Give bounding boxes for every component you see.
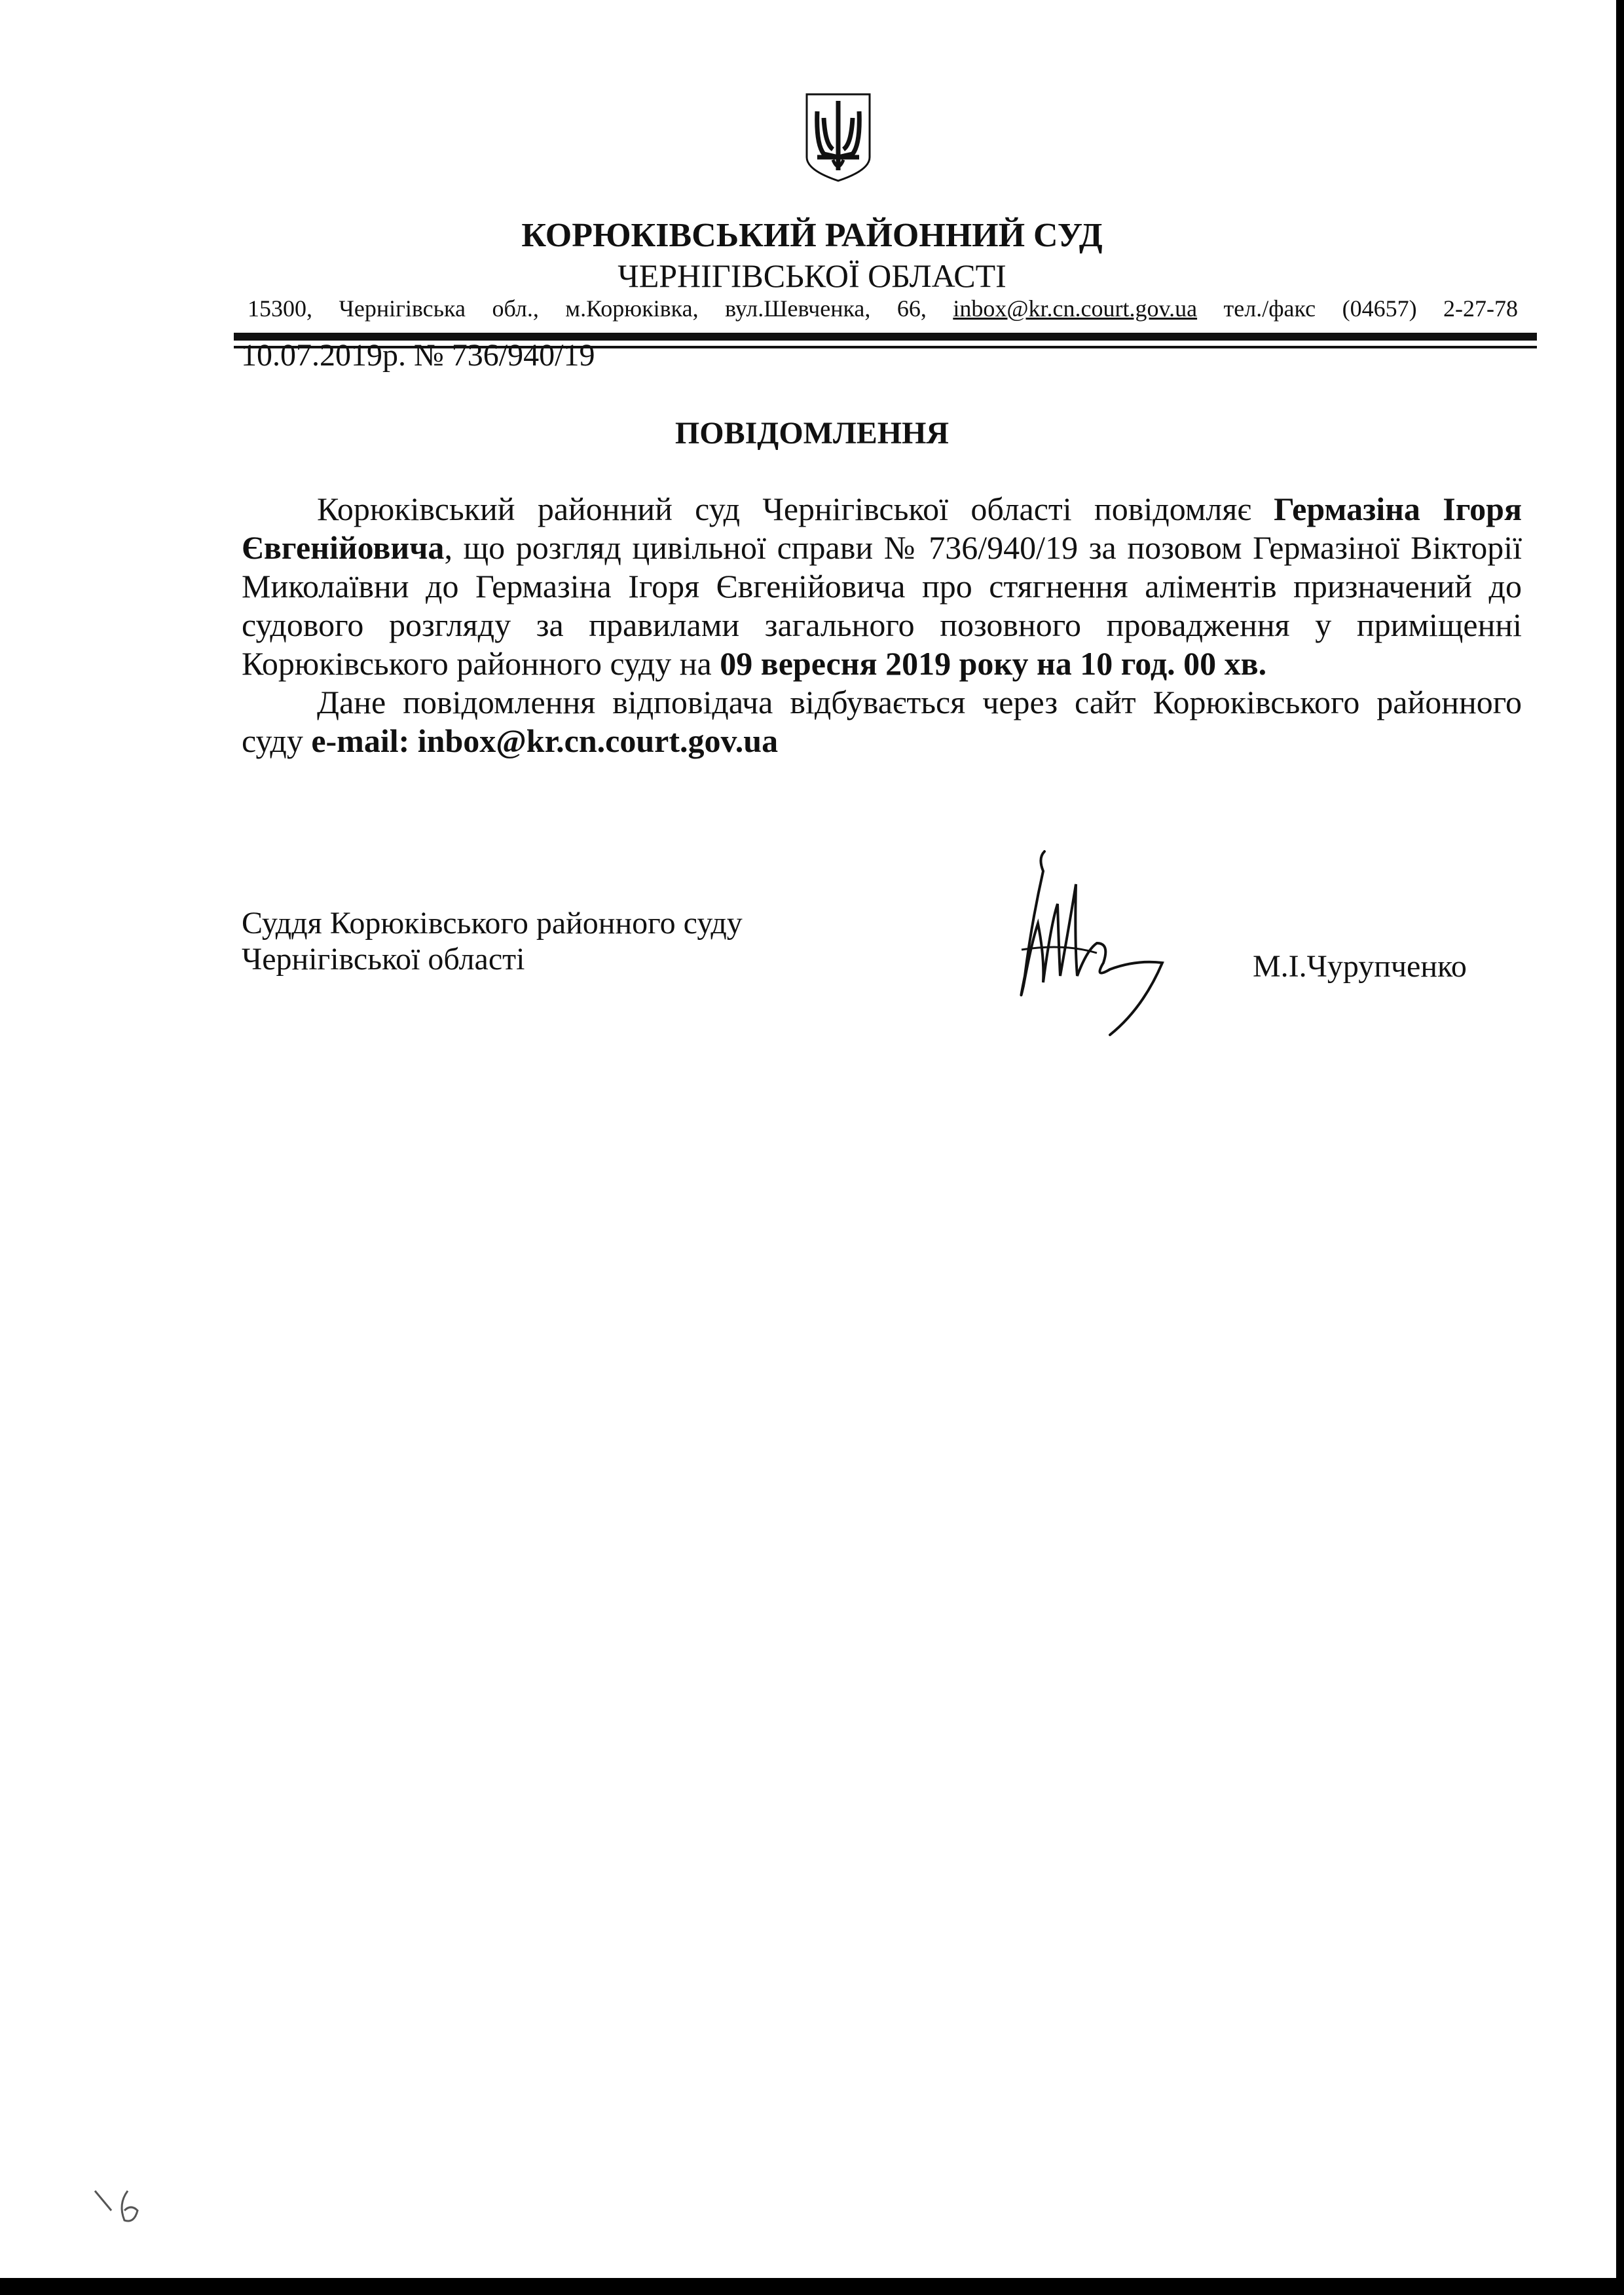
handwritten-page-mark bbox=[92, 2184, 157, 2227]
court-email-link[interactable]: inbox@kr.cn.court.gov.ua bbox=[953, 295, 1198, 322]
court-email: e-mail: inbox@kr.cn.court.gov.ua bbox=[311, 722, 779, 759]
notice-title: ПОВІДОМЛЕННЯ bbox=[674, 416, 950, 451]
court-address bbox=[248, 295, 1518, 322]
document-date-number: 10.07.2019р. № 736/940/19 bbox=[241, 338, 595, 373]
text: Корюківський районний суд Чернігівської області повідомляє bbox=[317, 491, 1274, 527]
notice-paragraph-1 bbox=[242, 490, 1522, 683]
judge-title-line: Суддя Корюківського районного суду bbox=[242, 906, 743, 941]
scan-border-right bbox=[1616, 0, 1624, 2295]
court-region: ЧЕРНІГІВСЬКОЇ ОБЛАСТІ bbox=[618, 257, 1006, 294]
hearing-datetime: 09 вересня 2019 року на 10 год. 00 хв. bbox=[720, 645, 1267, 682]
defendant-name: Гермазіна Ігоря Євгенійовича bbox=[242, 491, 1522, 566]
judge-title-line: Чернігівської області bbox=[242, 942, 525, 977]
text: , що розгляд цивільної справи № 736/940/19 за позовом Гермазіної Вікторії Миколаївни до Гермазіна Ігоря Євгенійовича про стягнення аліментів призначений до судового розгляду за правилами загального позовного провадження у приміщенні Корюківського районного суду на bbox=[242, 529, 1522, 682]
notice-paragraph-2 bbox=[242, 683, 1522, 760]
judge-title bbox=[242, 905, 743, 977]
handwritten-signature bbox=[1012, 845, 1189, 1041]
trident-emblem-icon bbox=[804, 92, 872, 183]
phone-fax: тел./факс (04657) 2-27-78 bbox=[1197, 295, 1518, 322]
scan-border-bottom bbox=[0, 2278, 1624, 2295]
address-text: 15300, Чернігівська обл., м.Корюківка, вул.Шевченка, 66, bbox=[248, 295, 953, 322]
notice-body bbox=[242, 490, 1522, 760]
judge-name: М.І.Чурупченко bbox=[1253, 949, 1467, 984]
court-name: КОРЮКІВСЬКИЙ РАЙОННИЙ СУД bbox=[521, 217, 1103, 254]
text: Дане повідомлення відповідача відбувається через сайт Корюківського районного суду bbox=[242, 684, 1522, 759]
